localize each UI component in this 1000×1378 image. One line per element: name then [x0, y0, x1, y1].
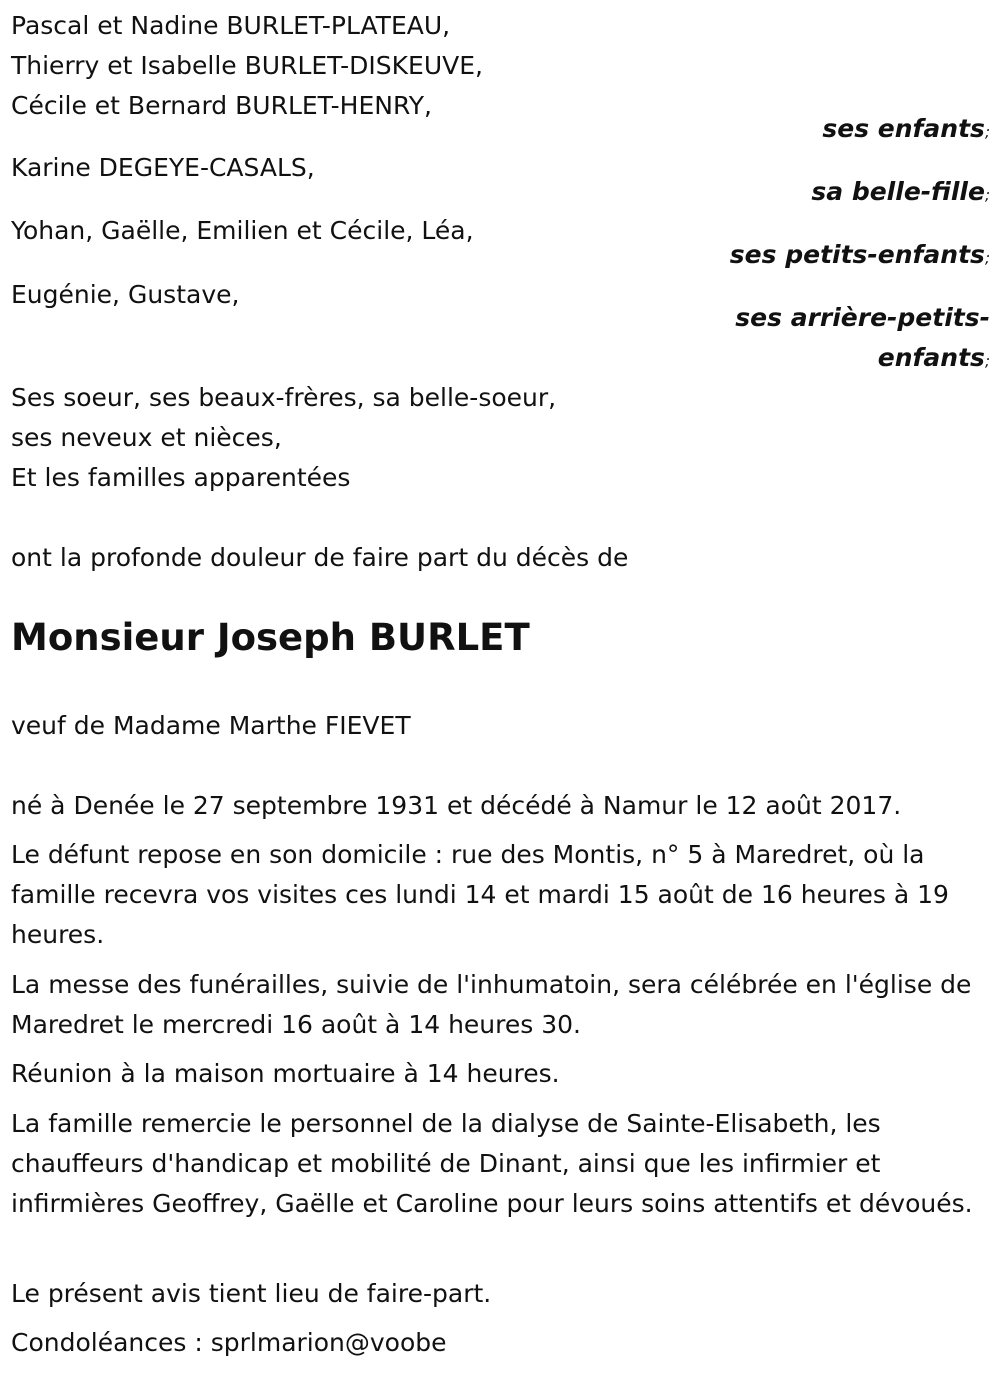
thanks-paragraph: La famille remercie le personnel de la dialyse de Sainte-Elisabeth, les chauffeurs d'handicap et mobilité de Dinant, ainsi que les infirmier et infirmières Geoffrey, Gaëlle et Caroline pour leurs soins attentifs et dévoués.	[11, 1109, 973, 1218]
grandchildren-label	[730, 235, 990, 278]
widower-of: veuf de Madame Marthe FIEVET	[11, 711, 411, 740]
deceased-name: Monsieur Joseph BURLET	[11, 616, 530, 659]
great-grandchildren-label-line1: ses arrière-petits-	[735, 303, 990, 332]
child-line-2: Thierry et Isabelle BURLET-DISKEUVE,	[11, 51, 483, 80]
relatives-line-2: ses neveux et nièces,	[11, 423, 282, 452]
children-label-text: ses enfants	[822, 114, 985, 143]
great-grandchildren-label-text: enfants	[877, 343, 985, 372]
grandchildren-label-text: ses petits-enfants	[729, 240, 985, 269]
gathering-paragraph: Réunion à la maison mortuaire à 14 heures.	[11, 1059, 560, 1088]
separator: ;	[984, 123, 990, 141]
grandchildren: Yohan, Gaëlle, Emilien et Cécile, Léa,	[11, 216, 474, 245]
relatives-line-3: Et les familles apparentées	[11, 463, 351, 492]
relatives-line-1: Ses soeur, ses beaux-frères, sa belle-soeur,	[11, 383, 557, 412]
daughter-in-law-label	[811, 172, 990, 215]
great-grandchildren: Eugénie, Gustave,	[11, 280, 240, 309]
separator: ;	[984, 352, 990, 370]
announcement: ont la profonde douleur de faire part du décès de	[11, 543, 629, 572]
separator: ;	[984, 249, 990, 267]
birth-death-paragraph: né à Denée le 27 septembre 1931 et décédé à Namur le 12 août 2017.	[11, 791, 902, 820]
visitation-paragraph: Le défunt repose en son domicile : rue des Montis, n° 5 à Maredret, où la famille recevra vos visites ces lundi 14 et mardi 15 août de 16 heures à 19 heures.	[11, 840, 949, 949]
daughter-in-law-label-text: sa belle-fille	[811, 177, 985, 206]
daughter-in-law: Karine DEGEYE-CASALS,	[11, 153, 315, 182]
condolences-paragraph: Condoléances : sprlmarion@voobe	[11, 1328, 447, 1357]
child-line-1: Pascal et Nadine BURLET-PLATEAU,	[11, 11, 451, 40]
children-label	[822, 109, 990, 152]
notice-paragraph: Le présent avis tient lieu de faire-part.	[11, 1279, 492, 1308]
child-line-3: Cécile et Bernard BURLET-HENRY,	[11, 91, 432, 120]
funeral-paragraph: La messe des funérailles, suivie de l'inhumatoin, sera célébrée en l'église de Maredret le mercredi 16 août à 14 heures 30.	[11, 970, 972, 1039]
great-grandchildren-label-line2	[878, 338, 990, 381]
separator: ;	[984, 186, 990, 204]
